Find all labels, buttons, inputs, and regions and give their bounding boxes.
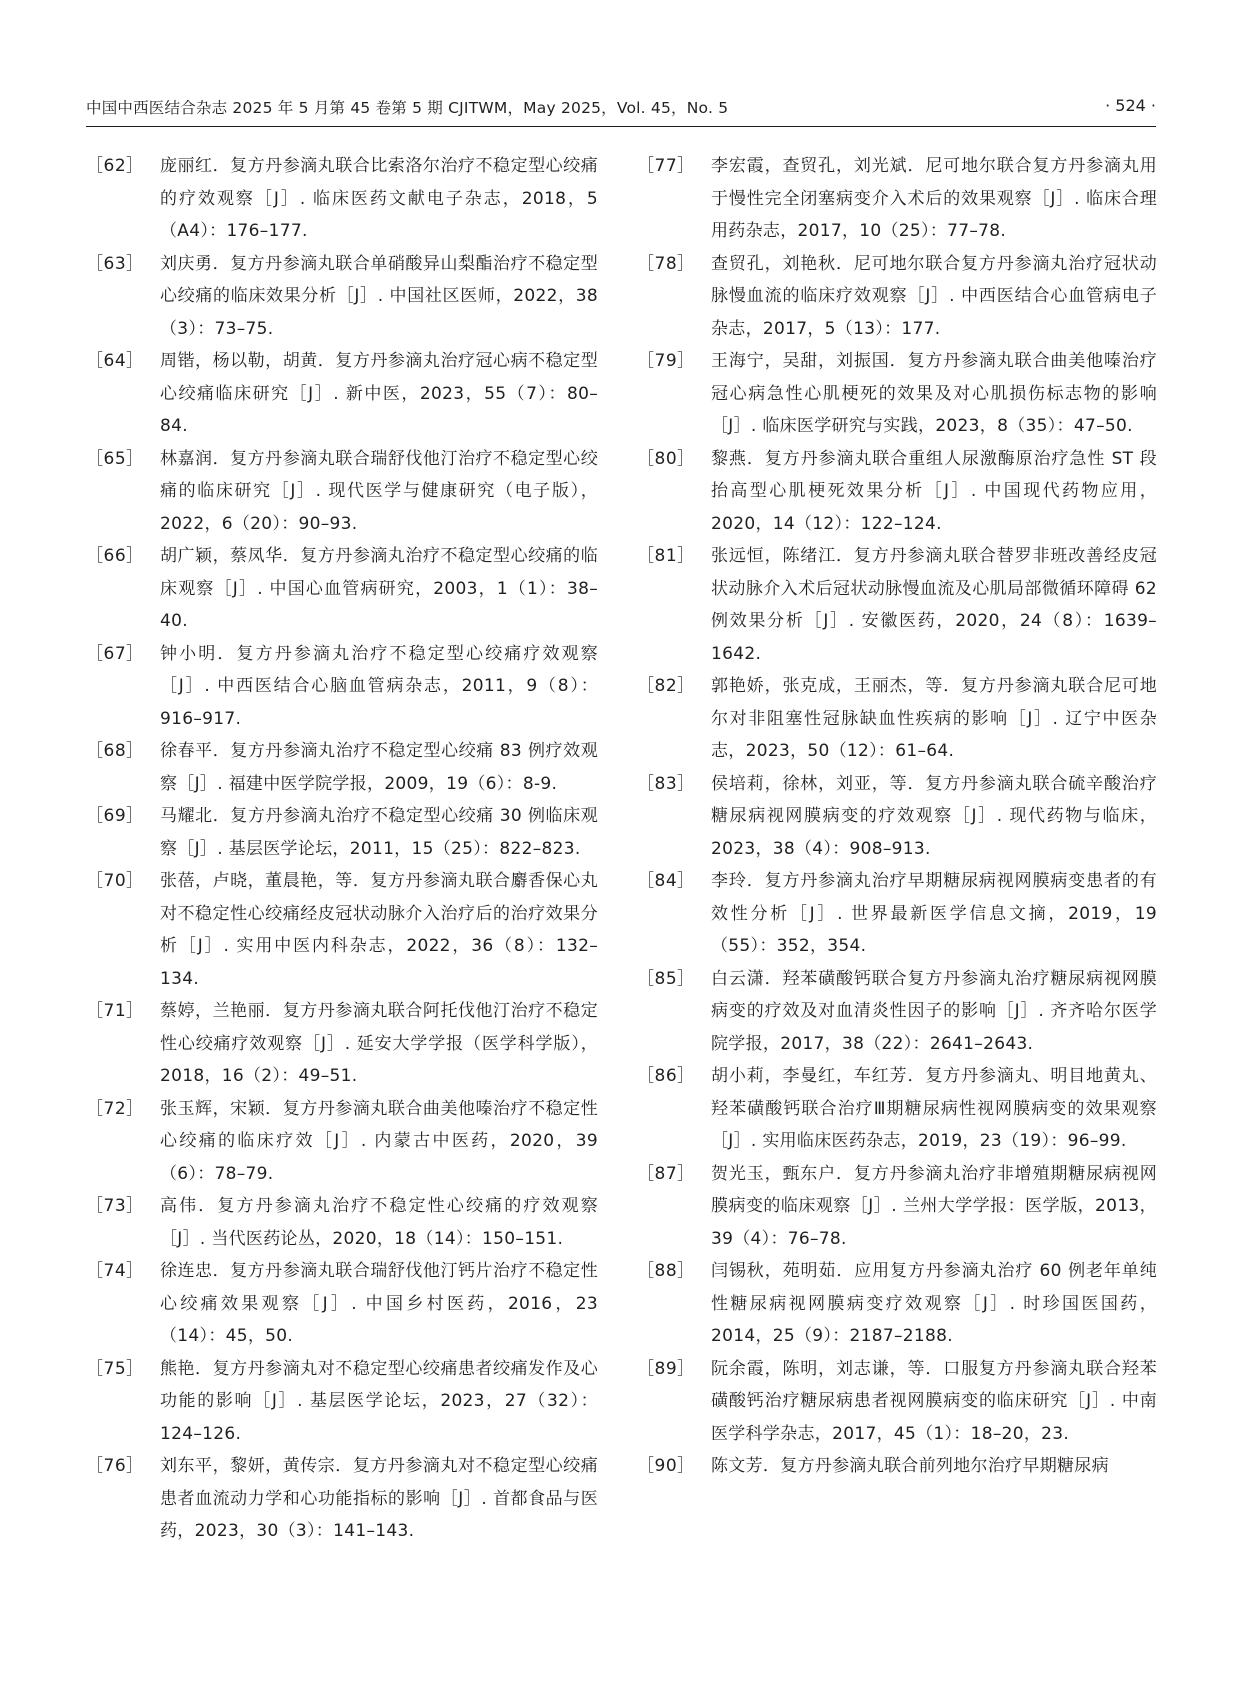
reference-item xyxy=(637,443,1157,541)
reference-item xyxy=(86,1190,598,1255)
reference-number: ［75］ xyxy=(86,1358,144,1379)
reference-number: ［76］ xyxy=(86,1456,144,1476)
reference-text: 徐春平．复方丹参滴丸治疗不稳定型心绞痛 83 例疗效观察［J］. 福建中医学院学报，2009，19（6）：8-9. xyxy=(160,741,598,794)
reference-number: ［85］ xyxy=(637,968,695,989)
reference-number: ［64］ xyxy=(86,351,144,371)
reference-number: ［86］ xyxy=(637,1066,695,1086)
reference-item xyxy=(86,1255,598,1353)
reference-item xyxy=(86,865,598,995)
reference-number: ［65］ xyxy=(86,448,144,469)
reference-text: 陈文芳．复方丹参滴丸联合前列地尔治疗早期糖尿病 xyxy=(711,1456,1109,1476)
reference-text: 徐连忠．复方丹参滴丸联合瑞舒伐他汀钙片治疗不稳定性心绞痛效果观察［J］. 中国乡村医药，2016，23（14）：45，50. xyxy=(160,1261,598,1346)
reference-text: 张蓓，卢晓，董晨艳，等．复方丹参滴丸联合麝香保心丸对不稳定性心绞痛经皮冠状动脉介入治疗后的治疗效果分析［J］. 实用中医内科杂志，2022，36（8）：132–134. xyxy=(160,871,598,989)
reference-text: 王海宁，吴甜，刘振国．复方丹参滴丸联合曲美他嗪治疗冠心病急性心肌梗死的效果及对心肌损伤标志物的影响［J］. 临床医学研究与实践，2023，8（35）：47–50. xyxy=(711,351,1157,436)
reference-text: 庞丽红．复方丹参滴丸联合比索洛尔治疗不稳定型心绞痛的疗效观察［J］. 临床医药文献电子杂志，2018，5（A4）：176–177. xyxy=(160,156,598,241)
reference-text: 黎燕．复方丹参滴丸联合重组人尿激酶原治疗急性 ST 段抬高型心肌梗死效果分析［J］. 中国现代药物应用，2020，14（12）：122–124. xyxy=(711,448,1157,534)
reference-number: ［88］ xyxy=(637,1261,695,1281)
reference-item xyxy=(637,963,1157,1061)
reference-item xyxy=(86,995,598,1093)
reference-text: 马耀北．复方丹参滴丸治疗不稳定型心绞痛 30 例临床观察［J］. 基层医学论坛，2011，15（25）：822–823. xyxy=(160,806,598,859)
reference-text: 贺光玉，甄东户．复方丹参滴丸治疗非增殖期糖尿病视网膜病变的临床观察［J］. 兰州大学学报：医学版，2013，39（4）：76–78. xyxy=(711,1163,1157,1249)
reference-text: 刘东平，黎妍，黄传宗．复方丹参滴丸对不稳定型心绞痛患者血流动力学和心功能指标的影响［J］. 首都食品与医药，2023，30（3）：141–143. xyxy=(160,1456,598,1541)
reference-item xyxy=(86,248,598,346)
header-rule xyxy=(86,126,1156,127)
reference-item xyxy=(637,540,1157,670)
reference-text: 熊艳．复方丹参滴丸对不稳定型心绞痛患者绞痛发作及心功能的影响［J］. 基层医学论坛，2023，27（32）：124–126. xyxy=(160,1358,598,1444)
reference-number: ［66］ xyxy=(86,546,144,566)
reference-item xyxy=(637,345,1157,443)
reference-text: 白云潇．羟苯磺酸钙联合复方丹参滴丸治疗糖尿病视网膜病变的疗效及对血清炎性因子的影响［J］. 齐齐哈尔医学院学报，2017，38（22）：2641–2643. xyxy=(711,968,1157,1054)
reference-item xyxy=(86,150,598,248)
reference-number: ［70］ xyxy=(86,871,144,891)
reference-item xyxy=(637,670,1157,768)
page-number: · 524 · xyxy=(1105,96,1156,115)
reference-number: ［74］ xyxy=(86,1261,144,1281)
reference-text: 李宏霞，查贸孔，刘光斌．尼可地尔联合复方丹参滴丸用于慢性完全闭塞病变介入术后的效果观察［J］. 临床合理用药杂志，2017，10（25）：77–78. xyxy=(711,156,1157,241)
reference-number: ［83］ xyxy=(637,773,695,794)
reference-item xyxy=(637,1060,1157,1158)
reference-text: 钟小明．复方丹参滴丸治疗不稳定型心绞痛疗效观察［J］. 中西医结合心脑血管病杂志，2011，9（8）：916–917. xyxy=(160,643,598,729)
reference-item xyxy=(637,1255,1157,1353)
reference-text: 张玉辉，宋颖．复方丹参滴丸联合曲美他嗪治疗不稳定性心绞痛的临床疗效［J］. 内蒙古中医药，2020，39（6）：78–79. xyxy=(160,1098,598,1184)
reference-number: ［90］ xyxy=(637,1456,695,1476)
reference-text: 闫锡秋，苑明茹．应用复方丹参滴丸治疗 60 例老年单纯性糖尿病视网膜病变疗效观察［J］. 时珍国医国药，2014，25（9）：2187–2188. xyxy=(711,1261,1157,1346)
reference-number: ［80］ xyxy=(637,448,695,469)
reference-item xyxy=(86,638,598,736)
running-header xyxy=(86,96,1156,122)
reference-item xyxy=(86,1450,598,1548)
reference-item xyxy=(637,1158,1157,1256)
reference-text: 胡广颖，蔡凤华．复方丹参滴丸治疗不稳定型心绞痛的临床观察［J］. 中国心血管病研究，2003，1（1）：38–40. xyxy=(160,546,598,631)
reference-number: ［82］ xyxy=(637,676,695,696)
reference-number: ［71］ xyxy=(86,1001,144,1021)
reference-number: ［77］ xyxy=(637,156,695,176)
reference-item xyxy=(86,345,598,443)
reference-number: ［62］ xyxy=(86,156,144,176)
reference-text: 周锴，杨以勒，胡黄．复方丹参滴丸治疗冠心病不稳定型心绞痛临床研究［J］. 新中医，2023，55（7）：80–84. xyxy=(160,351,598,436)
reference-number: ［87］ xyxy=(637,1163,695,1184)
reference-item xyxy=(86,800,598,865)
reference-text: 李玲．复方丹参滴丸治疗早期糖尿病视网膜病变患者的有效性分析［J］. 世界最新医学信息文摘，2019，19（55）：352，354. xyxy=(711,871,1157,956)
reference-text: 蔡婷，兰艳丽．复方丹参滴丸联合阿托伐他汀治疗不稳定性心绞痛疗效观察［J］. 延安大学学报（医学科学版），2018，16（2）：49–51. xyxy=(160,1001,598,1086)
reference-item xyxy=(637,1450,1157,1483)
reference-text: 阮余霞，陈明，刘志谦，等．口服复方丹参滴丸联合羟苯磺酸钙治疗糖尿病患者视网膜病变的临床研究［J］. 中南医学科学杂志，2017，45（1）：18–20，23. xyxy=(711,1358,1157,1444)
reference-number: ［67］ xyxy=(86,643,144,664)
reference-item xyxy=(637,150,1157,248)
reference-item xyxy=(86,443,598,541)
reference-column-right xyxy=(637,150,1157,1483)
reference-item xyxy=(637,248,1157,346)
reference-item xyxy=(86,1353,598,1451)
reference-text: 郭艳娇，张克成，王丽杰，等．复方丹参滴丸联合尼可地尔对非阻塞性冠脉缺血性疾病的影响［J］. 辽宁中医杂志，2023，50（12）：61–64. xyxy=(711,676,1157,761)
reference-item xyxy=(637,865,1157,963)
reference-text: 张远恒，陈绪江．复方丹参滴丸联合替罗非班改善经皮冠状动脉介入术后冠状动脉慢血流及心肌局部微循环障碍 62 例效果分析［J］. 安徽医药，2020，24（8）：1639–1642. xyxy=(711,546,1157,664)
reference-item xyxy=(637,1353,1157,1451)
reference-number: ［79］ xyxy=(637,351,695,371)
reference-item xyxy=(637,768,1157,866)
reference-number: ［78］ xyxy=(637,253,695,274)
reference-item xyxy=(86,735,598,800)
reference-text: 侯培莉，徐林，刘亚，等．复方丹参滴丸联合硫辛酸治疗糖尿病视网膜病变的疗效观察［J］. 现代药物与临床，2023，38（4）：908–913. xyxy=(711,773,1157,859)
journal-citation: 中国中西医结合杂志 2025 年 5 月第 45 卷第 5 期 CJITWM，May 2025，Vol. 45，No. 5 xyxy=(86,99,729,117)
reference-text: 胡小莉，李曼红，车红芳．复方丹参滴丸、明目地黄丸、羟苯磺酸钙联合治疗Ⅲ期糖尿病性视网膜病变的效果观察［J］. 实用临床医药杂志，2019，23（19）：96–99. xyxy=(711,1066,1157,1151)
reference-column-left xyxy=(86,150,598,1548)
reference-item xyxy=(86,540,598,638)
reference-number: ［69］ xyxy=(86,806,144,826)
reference-text: 林嘉润．复方丹参滴丸联合瑞舒伐他汀治疗不稳定型心绞痛的临床研究［J］. 现代医学与健康研究（电子版），2022，6（20）：90–93. xyxy=(160,448,598,534)
reference-text: 查贸孔，刘艳秋．尼可地尔联合复方丹参滴丸治疗冠状动脉慢血流的临床疗效观察［J］. 中西医结合心血管病电子杂志，2017，5（13）：177. xyxy=(711,253,1157,339)
reference-number: ［84］ xyxy=(637,871,695,891)
reference-number: ［89］ xyxy=(637,1358,695,1379)
reference-text: 高伟．复方丹参滴丸治疗不稳定性心绞痛的疗效观察［J］. 当代医药论丛，2020，18（14）：150–151. xyxy=(160,1196,598,1249)
reference-number: ［72］ xyxy=(86,1098,144,1119)
reference-number: ［68］ xyxy=(86,741,144,761)
reference-number: ［81］ xyxy=(637,546,695,566)
reference-number: ［73］ xyxy=(86,1196,144,1216)
reference-number: ［63］ xyxy=(86,253,144,274)
reference-item xyxy=(86,1093,598,1191)
reference-text: 刘庆勇．复方丹参滴丸联合单硝酸异山梨酯治疗不稳定型心绞痛的临床效果分析［J］. 中国社区医师，2022，38（3）：73–75. xyxy=(160,253,598,339)
